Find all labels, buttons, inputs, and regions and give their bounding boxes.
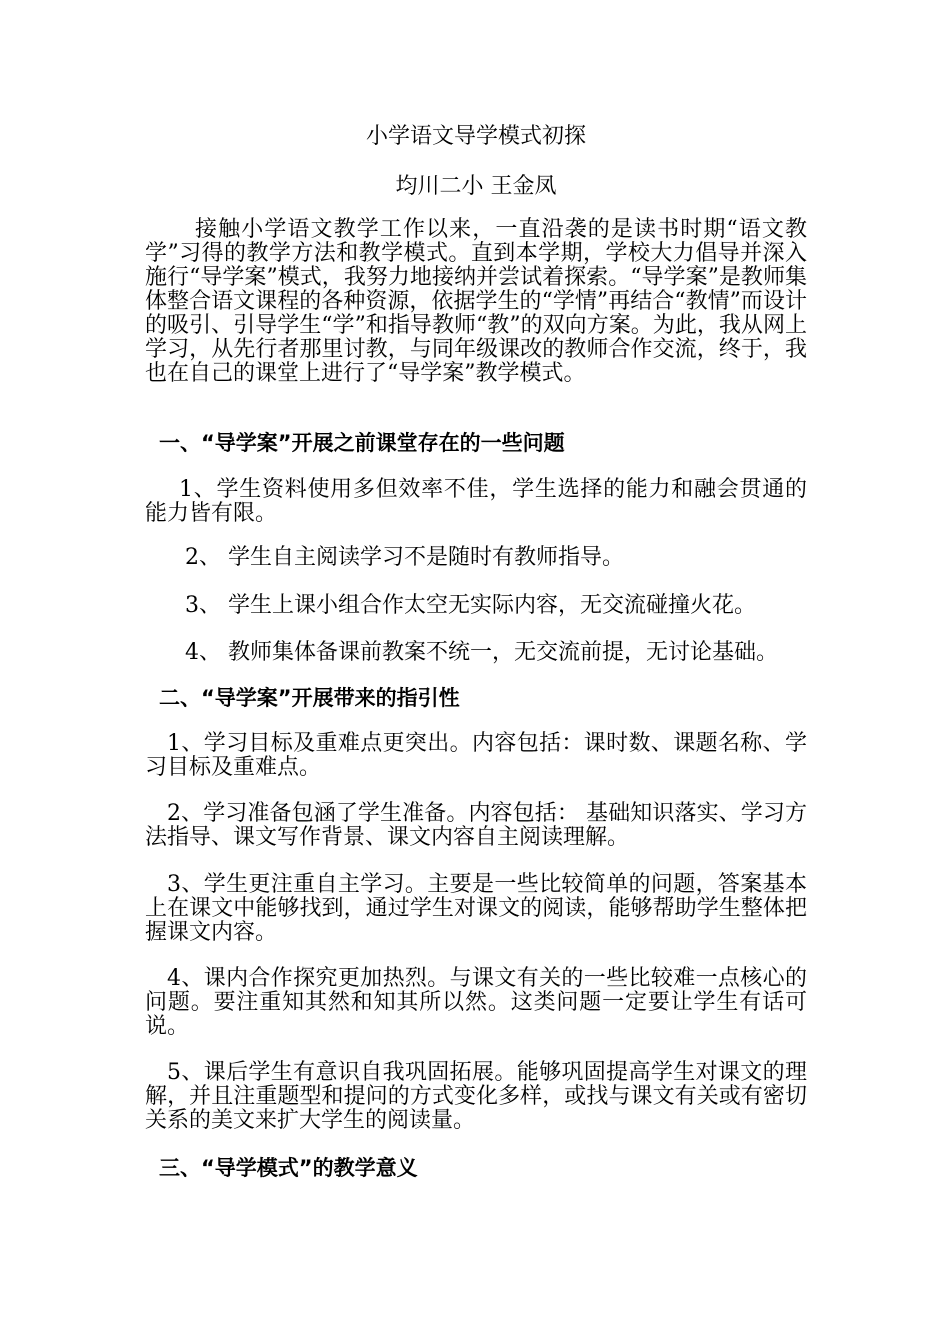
document-title: 小学语文导学模式初探	[365, 124, 586, 149]
section-1-heading: 一、“导学案”开展之前课堂存在的一些问题	[159, 431, 565, 455]
section-1-item-3: 3、 学生上课小组合作太空无实际内容，无交流碰撞火花。	[185, 593, 756, 618]
section-2-item-1: 1、学习目标及重难点更突出。内容包括：课时数、课题名称、学习目标及重难点。	[145, 731, 807, 780]
section-2-item-5: 5、课后学生有意识自我巩固拓展。能够巩固提高学生对课文的理解，并且注重题型和提问的方式变化多样，或找与课文有关或有密切关系的美文来扩大学生的阅读量。	[145, 1060, 807, 1133]
document-author: 均川二小 王金凤	[395, 174, 557, 199]
section-1-item-4: 4、 教师集体备课前教案不统一，无交流前提，无讨论基础。	[185, 640, 778, 665]
section-2-item-4: 4、课内合作探究更加热烈。与课文有关的一些比较难一点核心的问题。要注重知其然和知其所以然。这类问题一定要让学生有话可说。	[145, 966, 807, 1039]
section-2-item-3: 3、学生更注重自主学习。主要是一些比较简单的问题，答案基本上在课文中能够找到，通过学生对课文的阅读，能够帮助学生整体把握课文内容。	[145, 872, 807, 945]
section-1-item-1: 1、学生资料使用多但效率不佳，学生选择的能力和融会贯通的能力皆有限。	[145, 477, 807, 526]
intro-paragraph: 接触小学语文教学工作以来，一直沿袭的是读书时期“语文教学”习得的教学方法和教学模式。直到本学期，学校大力倡导并深入施行“导学案”模式，我努力地接纳并尝试着探索。“导学案”是教师集体整合语文课程的各种资源，依据学生的“学情”再结合“教情”而设计的吸引、引导学生“学”和指导教师“教”的双向方案。为此，我从网上学习，从先行者那里讨教，与同年级课改的教师合作交流，终于，我也在自己的课堂上进行了“导学案”教学模式。	[145, 217, 807, 386]
section-2-heading: 二、“导学案”开展带来的指引性	[159, 686, 460, 710]
section-2-item-2: 2、学习准备包涵了学生准备。内容包括： 基础知识落实、学习方法指导、课文写作背景、课文内容自主阅读理解。	[145, 801, 807, 850]
section-3-heading: 三、“导学模式”的教学意义	[159, 1156, 418, 1180]
section-1-item-2: 2、 学生自主阅读学习不是随时有教师指导。	[185, 545, 624, 570]
